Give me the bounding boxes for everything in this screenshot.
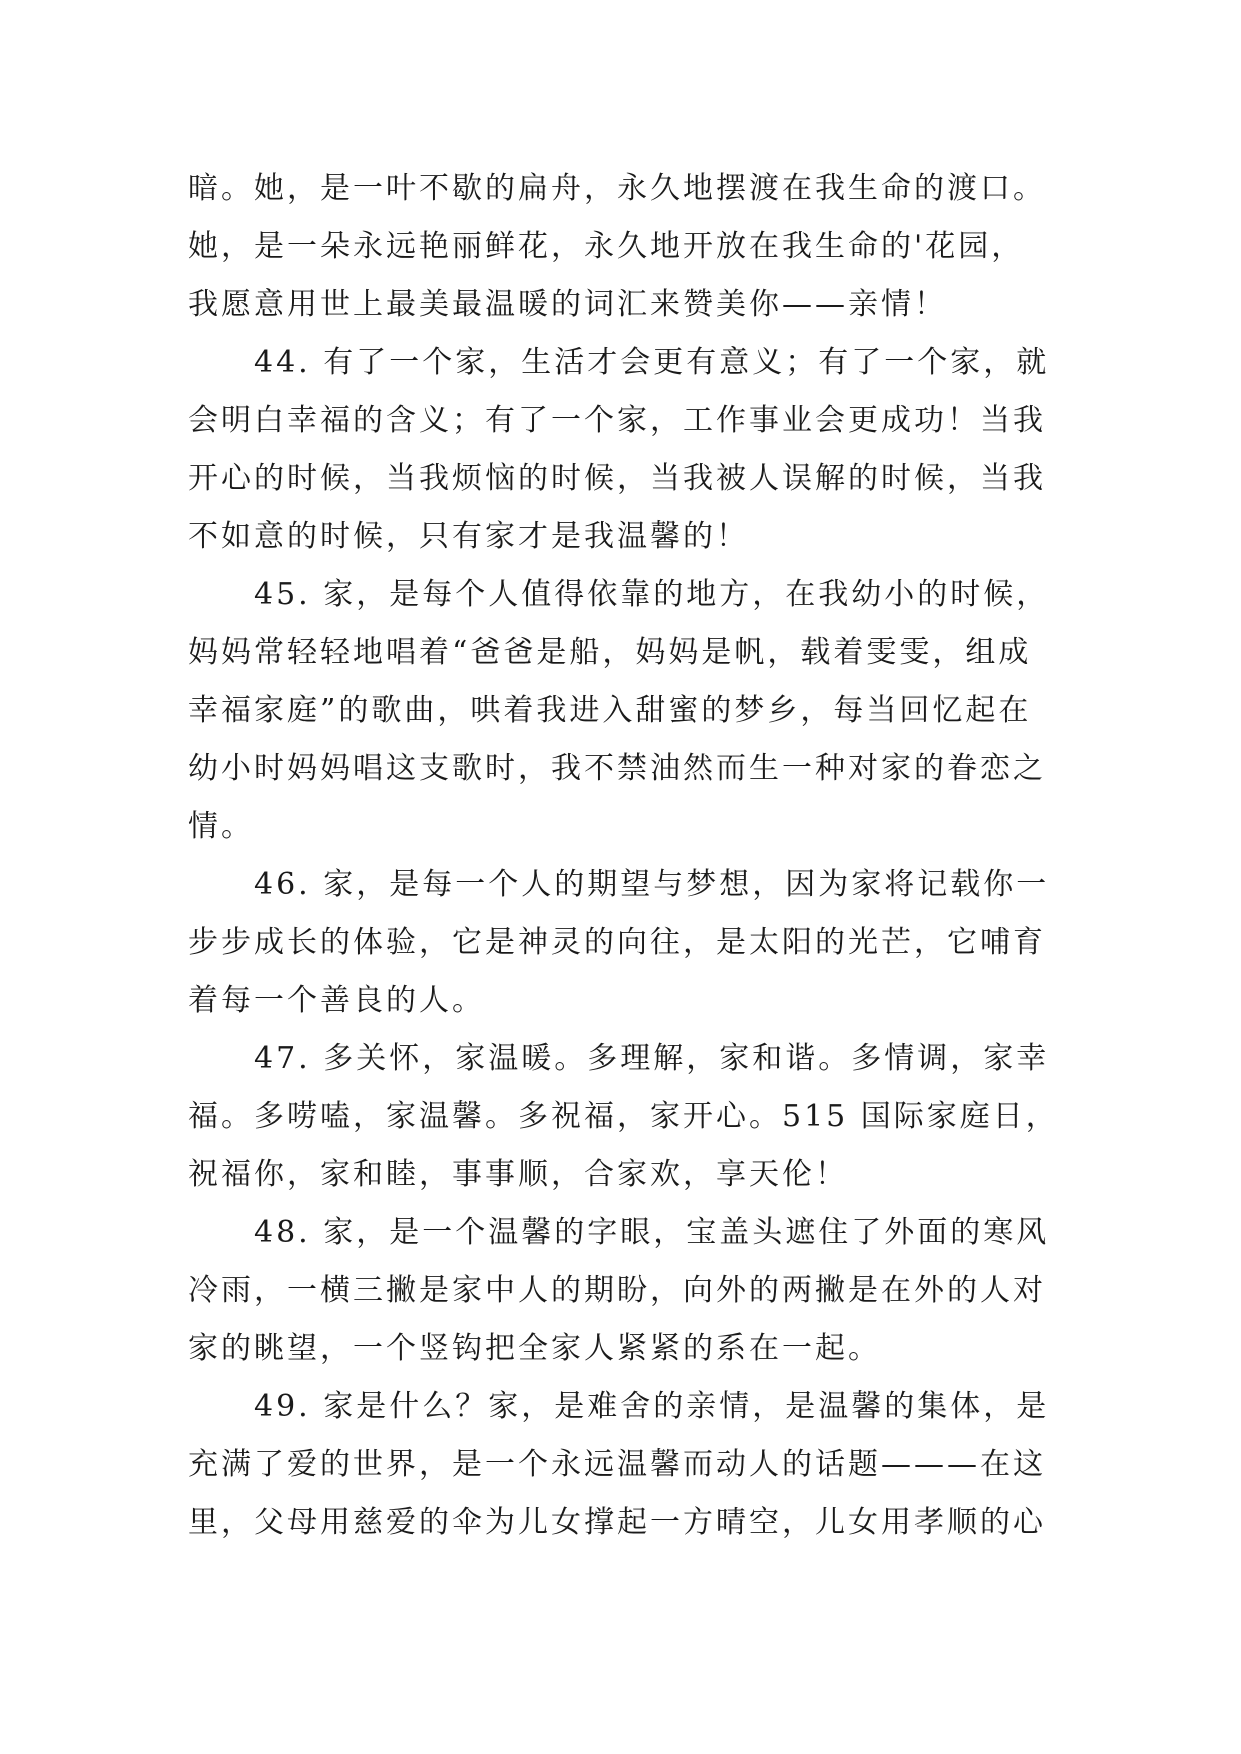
text-line: 幼小时妈妈唱这支歌时，我不禁油然而生一种对家的眷恋之: [188, 751, 1046, 786]
text-line: 暗。她，是一叶不歇的扁舟，永久地摆渡在我生命的渡口。: [188, 171, 1046, 206]
text-line: 我愿意用世上最美最温暖的词汇来赞美你——亲情！: [188, 287, 947, 322]
text-line: 祝福你，家和睦，事事顺，合家欢，享天伦！: [188, 1157, 848, 1192]
text-line: 她，是一朵永远艳丽鲜花，永久地开放在我生命的'花园，: [188, 229, 1025, 264]
text-line: 妈妈常轻轻地唱着“爸爸是船，妈妈是帆，载着雯雯，组成: [188, 635, 1032, 670]
text-line: 不如意的时候，只有家才是我温馨的！: [188, 519, 749, 554]
text-line: 步步成长的体验，它是神灵的向往，是太阳的光芒，它哺育: [188, 925, 1046, 960]
text-line: 开心的时候，当我烦恼的时候，当我被人误解的时候，当我: [188, 461, 1046, 496]
paragraph-46-start: 46. 家，是每一个人的期望与梦想，因为家将记载你一: [254, 867, 1050, 902]
text-line: 幸福家庭”的歌曲，哄着我进入甜蜜的梦乡，每当回忆起在: [188, 693, 1032, 728]
text-line: 会明白幸福的含义；有了一个家，工作事业会更成功！当我: [188, 403, 1046, 438]
text-line: 冷雨，一横三撇是家中人的期盼，向外的两撇是在外的人对: [188, 1273, 1046, 1308]
document-body: [188, 160, 1068, 1552]
text-line: 家的眺望，一个竖钩把全家人紧紧的系在一起。: [188, 1331, 881, 1366]
paragraph-49-start: 49. 家是什么？家，是难舍的亲情，是温馨的集体，是: [254, 1389, 1050, 1424]
text-line: 福。多唠嗑，家温馨。多祝福，家开心。515 国际家庭日，: [188, 1099, 1059, 1134]
paragraph-48-start: 48. 家，是一个温馨的字眼，宝盖头遮住了外面的寒风: [254, 1215, 1050, 1250]
paragraph-47-start: 47. 多关怀，家温暖。多理解，家和谐。多情调，家幸: [254, 1041, 1050, 1076]
paragraph-44-start: 44. 有了一个家，生活才会更有意义；有了一个家，就: [254, 345, 1050, 380]
text-line: 着每一个善良的人。: [188, 983, 485, 1018]
paragraph-45-start: 45. 家，是每个人值得依靠的地方，在我幼小的时候，: [254, 577, 1050, 612]
text-line: 里，父母用慈爱的伞为儿女撑起一方晴空，儿女用孝顺的心: [188, 1505, 1046, 1540]
text-line: 充满了爱的世界，是一个永远温馨而动人的话题———在这: [188, 1447, 1046, 1482]
text-line: 情。: [188, 809, 254, 844]
